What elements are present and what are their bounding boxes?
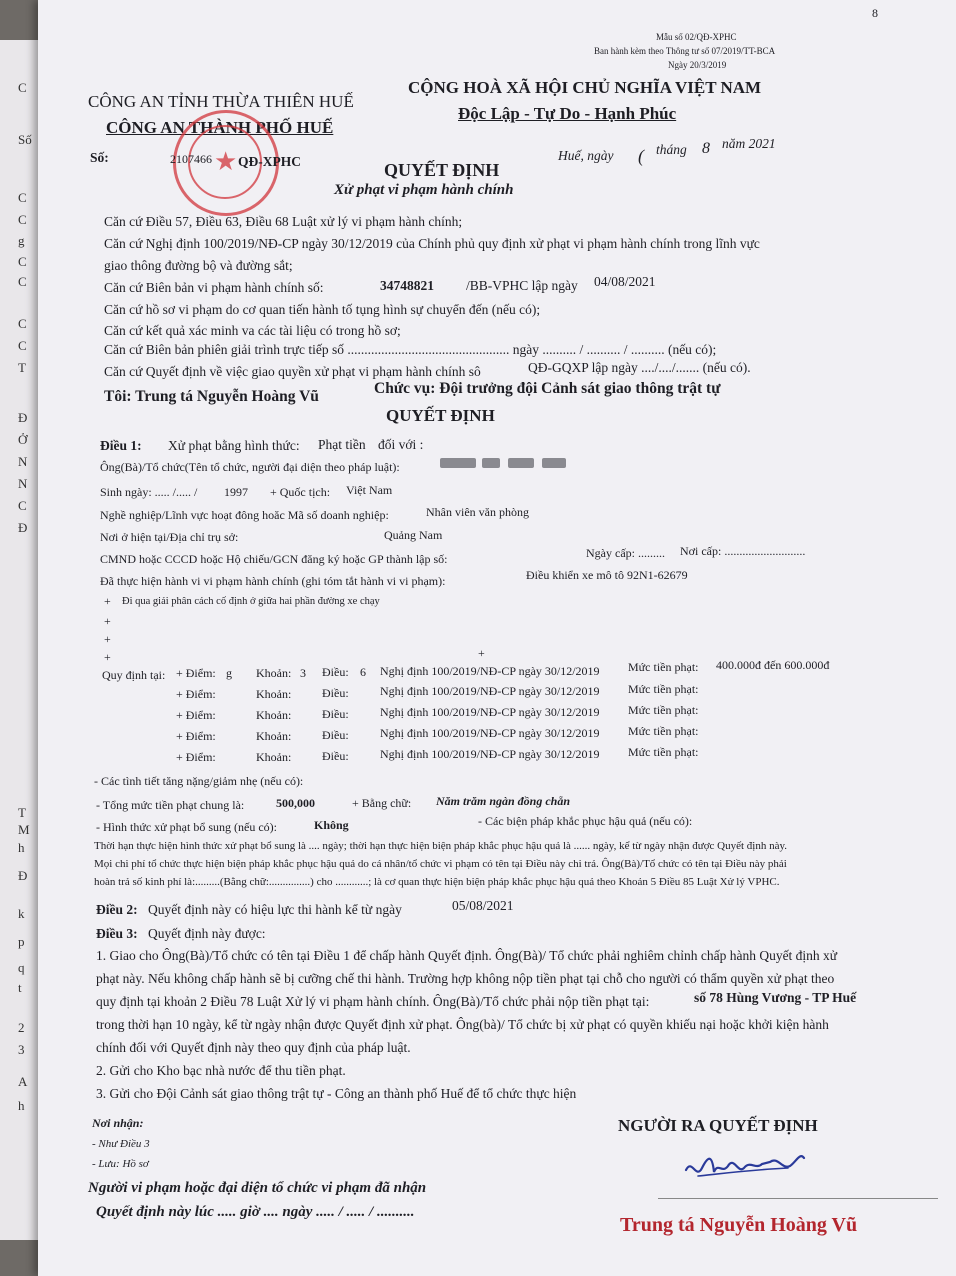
diem-label: + Điểm: [176,750,216,764]
decree-ref: Nghị định 100/2019/NĐ-CP ngày 30/12/2019 [380,684,600,698]
id-label: CMND hoặc CCCD hoặc Hộ chiếu/GCN đăng ký hoặc GP thành lập số: [100,552,448,566]
under-char: N [18,476,28,491]
fine-label: Mức tiền phạt: [628,745,699,759]
agency: CÔNG AN THÀNH PHỐ HUẾ [106,118,334,137]
khoan-label: Khoản: [256,708,292,722]
article3-heading: Điều 3: [96,926,138,941]
plus-mark: + [104,632,111,646]
words-value: Năm trăm ngàn đồng chẵn [436,794,571,808]
month-label: tháng [656,142,687,157]
dob-year: 1997 [224,485,248,499]
khoan-label: Khoản: [256,729,292,743]
khoan-label: Khoản: [256,666,292,680]
diem-label: + Điểm: [176,666,216,680]
job-value: Nhân viên văn phòng [426,505,529,519]
fine-value: 400.000đ đến 600.000đ [716,658,830,672]
extra-label: - Hình thức xử phạt bổ sung (nếu có): [96,820,277,834]
regulation-label: Quy định tại: [102,668,166,682]
place-date: Huế, ngày [558,148,614,163]
redacted-name [440,458,476,468]
report-number: 34748821 [380,278,434,293]
article3-paragraph: 2. Gửi cho Kho bạc nhà nước để thu tiền phạt. [96,1063,346,1078]
redacted-name [542,458,566,468]
nationality-value: Việt Nam [346,483,393,497]
dieu-label: Điều: [322,728,349,742]
under-char: A [18,1074,28,1089]
under-char: Ở [18,432,28,447]
fine-label: Mức tiền phạt: [628,703,699,717]
circumstances-label: - Các tình tiết tăng nặng/giảm nhẹ (nếu có): [94,774,304,788]
decree-ref: Nghị định 100/2019/NĐ-CP ngày 30/12/2019 [380,664,600,678]
note-line: hoàn trả số kinh phí là:.........(Bằng chữ:...............) cho ............; là cơ quan thực hiện biện pháp khắc phục hậu quả theo Khoản 5 Điều 85 Luật Xử lý VPHC. [94,876,780,888]
motto: Độc Lập - Tự Do - Hạnh Phúc [458,104,677,123]
under-char: p [18,934,25,949]
recipient-item: - Như Điều 3 [92,1138,150,1150]
words-label: + Bằng chữ: [352,796,412,810]
dob-label: Sinh ngày: ..... /..... / [100,485,198,499]
form-code: Mẫu số 02/QĐ-XPHC [656,32,737,42]
under-char: C [18,274,27,289]
signature [678,1140,858,1190]
under-char: N [18,454,28,469]
basis-line: Căn cứ Quyết định về việc giao quyền xử phạt vi phạm hành chính sô [104,364,481,379]
note-line: Mọi chi phí tổ chức thực hiện biện pháp khắc phục hậu quả do cá nhân/tổ chức vi phạm có tên tại Điều này chi trả. Ông(Bà)/Tổ chức có tên tại Điều này phải [94,858,787,870]
under-char: T [18,805,26,820]
decision-document [38,0,956,1276]
diem-label: + Điểm: [176,729,216,743]
recipients-label: Nơi nhận: [92,1116,144,1130]
person-label: Ông(Bà)/Tổ chức(Tên tổ chức, người đại diện theo pháp luật): [100,460,400,474]
under-char: Số [18,132,32,147]
basis-line: Căn cứ Biên bản vi phạm hành chính số: [104,280,324,295]
basis-line: QĐ-GQXP lập ngày ..../..../....... (nếu có). [528,360,751,375]
dieu-label: Điều: [322,749,349,763]
under-char: Đ [18,868,28,883]
violator-receipt-line: Người vi phạm hoặc đại diện tổ chức vi phạm đã nhận [88,1180,427,1196]
under-char: C [18,338,27,353]
dieu-value: 6 [360,665,366,679]
official-name: Tôi: Trung tá Nguyễn Hoàng Vũ [104,388,319,405]
penalty-form-value: Phạt tiền [318,437,366,452]
decree-ref: Nghị định 100/2019/NĐ-CP ngày 30/12/2019 [380,726,600,740]
under-char: 2 [18,1020,25,1035]
dieu-label: Điều: [322,686,349,700]
month-value: 8 [702,140,710,157]
fine-label: Mức tiền phạt: [628,682,699,696]
article3-paragraph: phạt này. Nếu không chấp hành sẽ bị cưỡng chế thi hành. Trường hợp không nộp tiền phạt tại chỗ cho người có thẩm quyền xử phạt theo [96,971,835,986]
redacted-name [508,458,534,468]
issued-with: Ban hành kèm theo Thông tư số 07/2019/TT-BCA [594,46,776,56]
under-char: C [18,190,27,205]
article3-paragraph: 1. Giao cho Ông(Bà)/Tổ chức có tên tại Điều 1 để chấp hành Quyết định. Ông(Bà)/ Tổ chức phải nghiêm chỉnh chấp hành Quyết định xử [96,948,838,963]
diem-label: + Điểm: [176,687,216,701]
number-label: Số: [90,150,109,165]
official-position: Chức vụ: Đội trưởng đội Cảnh sát giao thông trật tự [374,380,721,397]
plus-mark: + [104,614,111,628]
article1-heading: Điều 1: [100,438,142,453]
under-char: T [18,360,26,375]
total-label: - Tổng mức tiền phạt chung là: [96,798,245,812]
issued-date: Ngày 20/3/2019 [668,60,727,70]
article3-text: Quyết định này được: [148,926,266,941]
basis-line: Căn cứ Biên bản phiên giải trình trực tiếp số ................................................ ngày .......... / .......... / .......... (nếu có); [104,342,717,357]
under-char: C [18,254,27,269]
basis-line: Căn cứ kết quả xác minh va các tài liệu có trong hồ sơ; [104,323,401,338]
violation-item: Đi qua giải phân cách cố định ở giữa hai phần đường xe chạy [122,596,380,607]
under-char: t [18,980,22,995]
violation-value: Điều khiển xe mô tô 92N1-62679 [526,568,688,582]
under-char: g [18,233,25,248]
diem-label: + Điểm: [176,708,216,722]
address-value: Quảng Nam [384,528,443,542]
penalty-form-label: Xử phạt bằng hình thức: [168,438,300,453]
decision-title-2: QUYẾT ĐỊNH [386,406,495,425]
under-char: C [18,80,27,95]
article3-paragraph: 3. Gửi cho Đội Cảnh sát giao thông trật tự - Công an thành phố Huế để tổ chức thực hiện [96,1086,577,1101]
agency-parent: CÔNG AN TỈNH THỪA THIÊN HUẾ [88,92,354,111]
signature-line [658,1198,938,1199]
year-label: năm 2021 [722,136,776,151]
extra-value: Không [314,818,349,832]
violator-receipt-line: Quyết định này lúc ..... giờ .... ngày ..... / ..... / .......... [96,1204,415,1220]
star-icon: ★ [214,147,238,176]
fine-label: Mức tiền phạt: [628,724,699,738]
khoan-label: Khoản: [256,687,292,701]
total-value: 500,000 [276,796,315,810]
page-number: 8 [872,6,878,20]
violation-label: Đã thực hiện hành vi vi phạm hành chính (ghi tóm tắt hành vi vi phạm): [100,574,446,588]
remedy-label: - Các biện pháp khắc phục hậu quả (nếu có): [478,814,693,828]
number-suffix: QĐ-XPHC [238,154,301,169]
decree-ref: Nghị định 100/2019/NĐ-CP ngày 30/12/2019 [380,705,600,719]
day-value: ( [638,146,644,166]
number-value: 2107466 [170,152,212,166]
effective-date: 05/08/2021 [452,898,514,913]
under-char: h [18,840,25,855]
article3-paragraph: trong thời hạn 10 ngày, kể từ ngày nhận được Quyết định xử phạt. Ông(bà)/ Tổ chức bị xử phạt có quyền khiếu nại hoặc khởi kiện hành [96,1017,829,1032]
decider-name: Trung tá Nguyễn Hoàng Vũ [620,1214,858,1236]
under-char: h [18,1098,25,1113]
note-line: Thời hạn thực hiện hình thức xử phạt bổ sung là .... ngày; thời hạn thực hiện biện pháp khắc phục hậu quả là ...... ngày, kể từ ngày nhận được Quyết định này. [94,840,787,852]
under-char: M [18,822,30,837]
under-char: 3 [18,1042,25,1057]
decision-title: QUYẾT ĐỊNH [384,160,500,180]
republic-title: CỘNG HOÀ XÃ HỘI CHỦ NGHĨA VIỆT NAM [408,78,762,97]
basis-line: Căn cứ Nghị định 100/2019/NĐ-CP ngày 30/12/2019 của Chính phủ quy định xử phạt vi phạm hành chính trong lĩnh vực [104,236,760,251]
basis-line: giao thông đường bộ và đường sắt; [104,258,293,273]
under-char: Đ [18,520,28,535]
issue-place-label: Nơi cấp: ........................... [680,544,806,558]
khoan-label: Khoản: [256,750,292,764]
address-label: Nơi ở hiện tại/Địa chỉ trụ sở: [100,530,239,544]
basis-line: Căn cứ hồ sơ vi phạm do cơ quan tiến hành tố tụng hình sự chuyển đến (nếu có); [104,302,541,317]
fine-label: Mức tiền phạt: [628,660,699,674]
article3-paragraph: chính đối với Quyết định này theo quy định của pháp luật. [96,1040,411,1055]
to-label: đối với : [378,437,424,452]
under-char: Đ [18,410,28,425]
article2-heading: Điều 2: [96,902,138,917]
article2-text: Quyết định này có hiệu lực thi hành kể từ ngày [148,902,402,917]
under-char: q [18,960,25,975]
diem-value: g [226,666,232,680]
basis-line: Căn cứ Điều 57, Điều 63, Điều 68 Luật xử lý vi phạm hành chính; [104,214,463,229]
decider-title: NGƯỜI RA QUYẾT ĐỊNH [618,1116,818,1135]
under-char: k [18,906,25,921]
recipient-item: - Lưu: Hồ sơ [92,1158,149,1170]
nationality-label: + Quốc tịch: [270,485,331,499]
plus-mark: + [478,646,485,660]
dieu-label: Điều: [322,665,349,679]
under-char: C [18,316,27,331]
redacted-name [482,458,500,468]
plus-mark: + [104,650,111,664]
article3-paragraph: quy định tại khoản 2 Điều 78 Luật Xử lý vi phạm hành chính. Ông(Bà)/Tổ chức phải nộp tiền phạt tại: [96,994,650,1009]
issue-date-label: Ngày cấp: ......... [586,546,665,560]
decree-ref: Nghị định 100/2019/NĐ-CP ngày 30/12/2019 [380,747,600,761]
payment-place: số 78 Hùng Vương - TP Huế [694,990,857,1005]
dieu-label: Điều: [322,707,349,721]
under-char: C [18,212,27,227]
job-label: Nghề nghiệp/Lĩnh vực hoạt đông hoăc Mã số doanh nghiệp: [100,508,389,522]
under-char: C [18,498,27,513]
decision-subtitle: Xử phạt vi phạm hành chính [334,182,514,198]
plus-mark: + [104,594,111,608]
report-date: 04/08/2021 [594,274,656,289]
report-suffix: /BB-VPHC lập ngày [466,278,578,293]
khoan-value: 3 [300,666,306,680]
